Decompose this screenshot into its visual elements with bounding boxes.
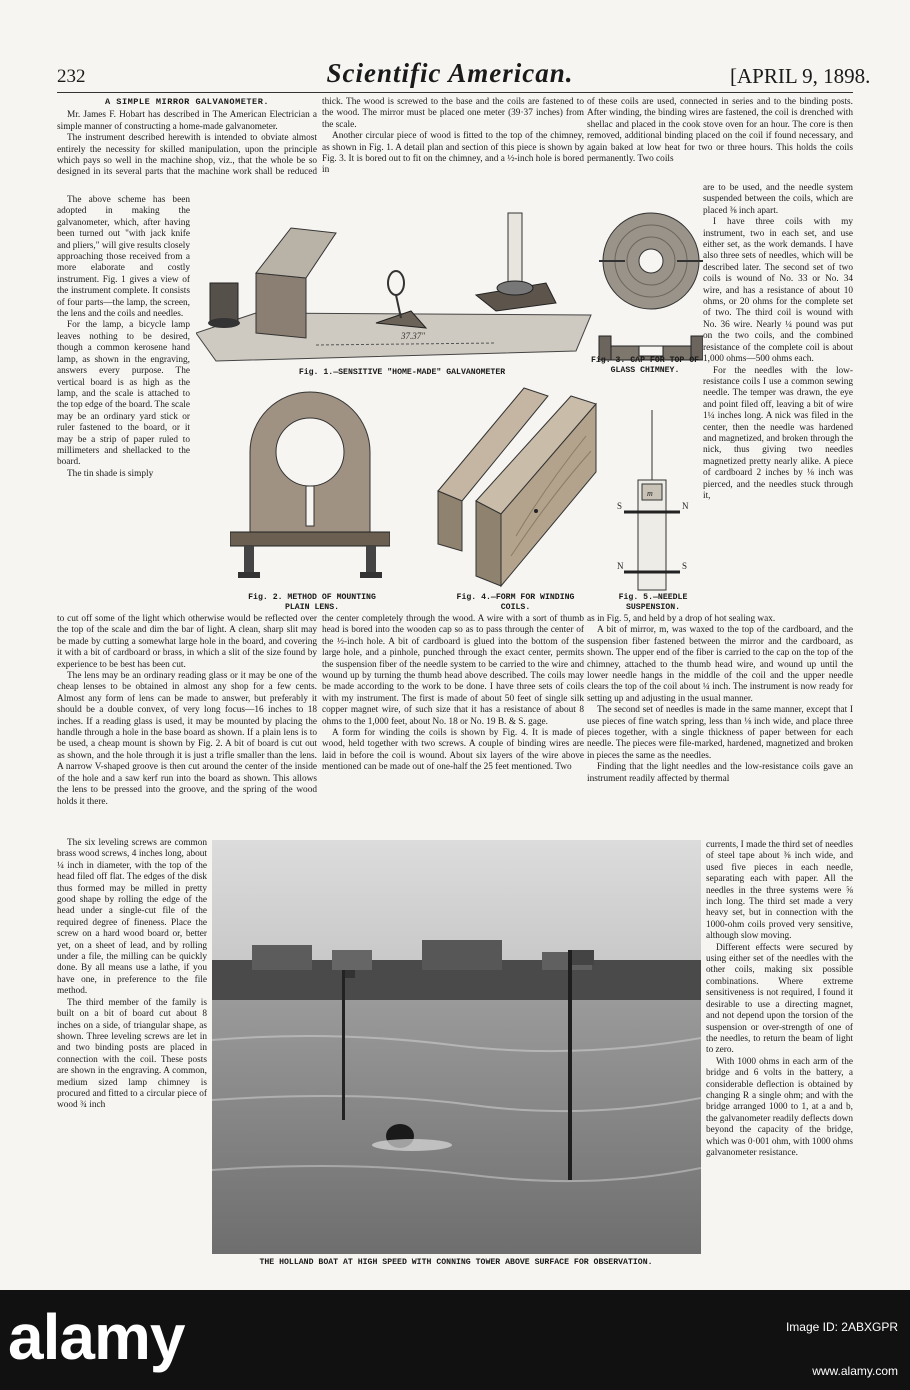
column-3-side <box>703 183 853 623</box>
column-1-head <box>57 97 317 197</box>
paragraph: The lens may be an ordinary reading glass or it may be one of the cheap lenses to be obtained in almost any shop for a few cents. Almost any form of lens can be made to answer, but preferably it should be a double convex, of very long focus—16 inches to 18 inches. If a reading glass is used, it may be mounted by placing the handle through a hole in the base board as shown. If a plain lens is to be used, a cheap mount is shown by Fig. 2. A bit of board is cut out as shown, and the hole through it is just a trifle smaller than the lens. A narrow V-shaped groove is then cut around the center of the inside of the hole and a saw kerf run into the board as shown. This allows the lens to be pressed into the groove, and the spring of the wood holds it there. <box>57 671 317 807</box>
paragraph: currents, I made the third set of needles of steel tape about ⅜ inch wide, and used five pieces in each needle, separating each with paper. All the needles in the three systems were ⅝ inch long. The third set made a very heavy set, but in connection with the 1000-ohm coils proved very sensitive, although slow moving. <box>706 840 853 942</box>
issue-date: [APRIL 9, 1898. <box>730 64 871 88</box>
article-title: A SIMPLE MIRROR GALVANOMETER. <box>104 97 270 107</box>
fig4-caption-line1: Fig. 4.—FORM FOR WINDING <box>456 593 575 602</box>
paragraph: The second set of needles is made in the same manner, except that I use pieces of fine watch spring, less than ⅛ inch wide, and place three pieces together, with a single thickness of paper between for each needle. The pieces were file-marked, hardened, magnetized and broken in pieces the same as the needles. <box>587 705 853 761</box>
column-1-bottom <box>57 838 207 1270</box>
fig1-galvanometer-illustration <box>196 183 596 365</box>
fig5-label-s-bottom: S <box>682 561 688 571</box>
paragraph: The tin shade is simply <box>67 468 154 479</box>
fig5-caption-line2: SUSPENSION. <box>625 603 681 612</box>
paragraph: The third member of the family is built on a bit of board cut about 8 inches on a side, of triangular shape, as shown. Three leveling screws are let in and two binding posts are placed in connection with the coil. These posts are shown in the engraving. A common, medium sized lamp chimney is procured and fitted to a circular piece of wood ¾ inch <box>57 997 207 1111</box>
fig3-caption-line1: Fig. 3.—CAP FOR TOP OF <box>590 356 700 365</box>
fig3-caption-line2: GLASS CHIMNEY. <box>610 366 680 375</box>
image-id <box>786 1318 898 1336</box>
fig3-chimney-cap-illustration <box>595 186 703 376</box>
page-number: 232 <box>57 66 86 87</box>
image-id-label: Image ID: 2ABXGPR <box>785 1320 898 1334</box>
paragraph: With 1000 ohms in each arm of the bridge and 6 volts in the battery, a considerable deflection is obtained by changing R a single ohm; and with the bridge arranged 1000 to 1, at a and b, the galvanometer readily deflects down beyond the capacity of the bridge, which was 0·001 ohm, with 1000 ohms galvanometer resistance. <box>706 1056 853 1158</box>
fig5-caption-line1: Fig. 5.—NEEDLE <box>618 593 688 602</box>
column-1-narrow <box>57 195 190 605</box>
alamy-logo: alamy <box>8 1301 185 1373</box>
paragraph: A bit of mirror, m, was waxed to the top of the cardboard, and the suspension fiber fastened between the mirror and the cardboard, as shown. The upper end of the fiber is carried to the cap on the top of the chimney, attached to the thumb head wire, and wound up until the lower needle hangs in the middle of the coil and the upper needle clears the top of the coil about ¼ inch. The instrument is now ready for setting up and adjusting in the usual manner. <box>587 625 853 704</box>
paragraph: The above scheme has been adopted in making the galvanometer, which, after having been turned out "with jack knife and pliers," will give results closely approaching those received from a more elaborate and costly instrument. Fig. 1 gives a view of the instrument complete. It consists of four parts—the lamp, the screen, the lens and the coils and needles. <box>57 195 190 320</box>
fig2-caption-line1: Fig. 2. METHOD OF MOUNTING <box>248 593 376 602</box>
fig1-scale-label: 37.37" <box>401 331 426 341</box>
fig5-needle-suspension-illustration <box>604 410 700 592</box>
photo-caption: THE HOLLAND BOAT AT HIGH SPEED WITH CONNING TOWER ABOVE SURFACE FOR OBSERVATION. <box>259 1258 653 1267</box>
column-3-top <box>587 97 853 182</box>
fig2-lens-mount-illustration <box>230 382 390 590</box>
fig5-label-m: m <box>647 489 653 498</box>
column-3-mid <box>587 614 853 840</box>
site-url: www.alamy.com <box>812 1364 898 1378</box>
paragraph: A form for winding the coils is shown by Fig. 4. It is made of wood, held together with two screws. A couple of binding wires are laid in before the coil is wound. About six layers of the wire above mentioned can be made out of one-half the 25 feet mentioned. Two <box>322 728 584 773</box>
paragraph: as in Fig. 5, and held by a drop of hot sealing wax. <box>587 614 776 624</box>
column-1-lower <box>57 614 317 836</box>
masthead: Scientific American. <box>326 58 574 88</box>
fig2-caption-line2: PLAIN LENS. <box>284 603 340 612</box>
fig1-caption: Fig. 1.—SENSITIVE "HOME-MADE" GALVANOMETER <box>298 368 506 377</box>
column-2-top <box>322 97 584 182</box>
column-2-mid <box>322 614 584 836</box>
paragraph: are to be used, and the needle system suspended between the coils, which are placed ⅜ inch apart. <box>703 183 853 216</box>
paragraph: Mr. James F. Hobart has described in The American Electrician a simple manner of constructing a home-made galvanometer. <box>57 110 317 132</box>
paragraph: of these coils are used, connected in series and to the binding posts. After winding, the binding wires are fastened, the coil is drenched with shellac and placed in the cook stove oven for an hour. The core is then removed, additional binding placed on the coil if found necessary, and again baked at low heat for two or three hours. This holds the coils permanently. Two coils <box>587 97 853 165</box>
fig4-coil-form-illustration <box>436 376 601 594</box>
paragraph: The six leveling screws are common brass wood screws, 4 inches long, about ¼ inch in diameter, with the top of the head filed off flat. The edges of the disk thus formed may be milled in pretty good shape by rolling the edge of the head under a single-cut file of the required degree of fineness. Place the screw on a hard wood board or, better yet, on a sheet of lead, and by rolling under a file, the milling can be quickly done. By all means use a lathe, if you have one, in preference to the file method. <box>57 838 207 997</box>
header-rule <box>57 92 853 93</box>
paragraph: Another circular piece of wood is fitted to the top of the chimney, as shown in Fig. 1. A detail plan and section of this piece is shown by Fig. 3. It is bored out to fit on the chimney, and a ½-inch hole is bored in <box>322 131 584 176</box>
paragraph: The instrument described herewith is intended to obviate almost entirely the necessity for skilled manipulation, upon the principle which pays so well in the machine shop, viz., that the whole be so designed in its several parts that the machine work shall be reduced <box>57 133 317 177</box>
paragraph: to cut off some of the light which otherwise would be reflected over the top of the scale and dim the bar of light. A clean, sharp slit may be made by cutting a somewhat large hole in the board, and covering it with a bit of cardboard or brass, in which a slit of the size found by experience to be best has been cut. <box>57 614 317 670</box>
paragraph: the center completely through the wood. A wire with a sort of thumb head is bored into the wooden cap so as to pass through the center of the ½-inch hole. A bit of cardboard is glued into the bottom of the large hole, and a pinhole, punched through the exact center, permits the suspension fiber of the needle system to be carried to the wire and wound up by turning the thumb head above described. The coils may be made according to the work to be done. I have three sets of coils with my instrument. The first is made of about 50 feet of single silk copper magnet wire, of such size that it has a resistance of about 8 ohms to the 1,000 feet, about No. 18 or No. 19 B. & S. gage. <box>322 614 584 727</box>
paragraph: Different effects were secured by using either set of the needles with the other coils, making six possible combinations. Where extreme sensitiveness is not required, I found it desirable to use a directing magnet, and not depend upon the torsion of the suspension or over-strength of one of the needles, to return the beam of light to zero. <box>706 942 853 1056</box>
fig5-label-s-top: S <box>617 501 623 511</box>
holland-boat-photo <box>212 840 701 1254</box>
fig5-label-n-top: N <box>682 501 689 511</box>
paragraph: Finding that the light needles and the low-resistance coils gave an instrument readily affected by thermal <box>587 762 853 784</box>
paragraph: thick. The wood is screwed to the base and the coils are fastened to the wood. The mirror must be placed one meter (39·37 inches) from the scale. <box>322 97 584 130</box>
column-3-bottom <box>706 840 853 1270</box>
paragraph: I have three coils with my instrument, two in each set, and use either set, as the work demands. I have also three sets of needles, which will be described later. The second set of two coils is wound of No. 33 or No. 34 wire, and has a resistance of about 10 ohms, or 20 ohms for the complete set of two. The third coil is wound with No. 36 wire. Nearly ¼ pound was put on the two coils, and the combined resistance of the complete coil is about 1,000 ohms—500 ohms each. <box>703 217 853 365</box>
paragraph: For the lamp, a bicycle lamp leaves nothing to be desired, though a common kerosene hand lamp, as shown in the engraving, answers every purpose. The vertical board is as high as the lamp, and the scale is attached to the top edge of the board. The scale may be an ordinary yard stick or ruler fastened to the board, or it may be a strip of paper ruled to millimeters and shellacked to the board. <box>57 320 190 468</box>
paragraph: For the needles with the low-resistance coils I use a common sewing needle. The temper was drawn, the eye and point filed off, leaving a bit of wire 1¼ inches long. A nick was filed in the center, then the needle was hardened and magnetized, and broken through the nick, thus giving two needles magnetized pretty nearly alike. A piece of cardboard 2 inches by ⅛ inch was pierced, and the needles stuck through it, <box>703 365 853 501</box>
fig4-caption-line2: COILS. <box>500 603 531 612</box>
fig5-label-n-bottom: N <box>617 561 624 571</box>
